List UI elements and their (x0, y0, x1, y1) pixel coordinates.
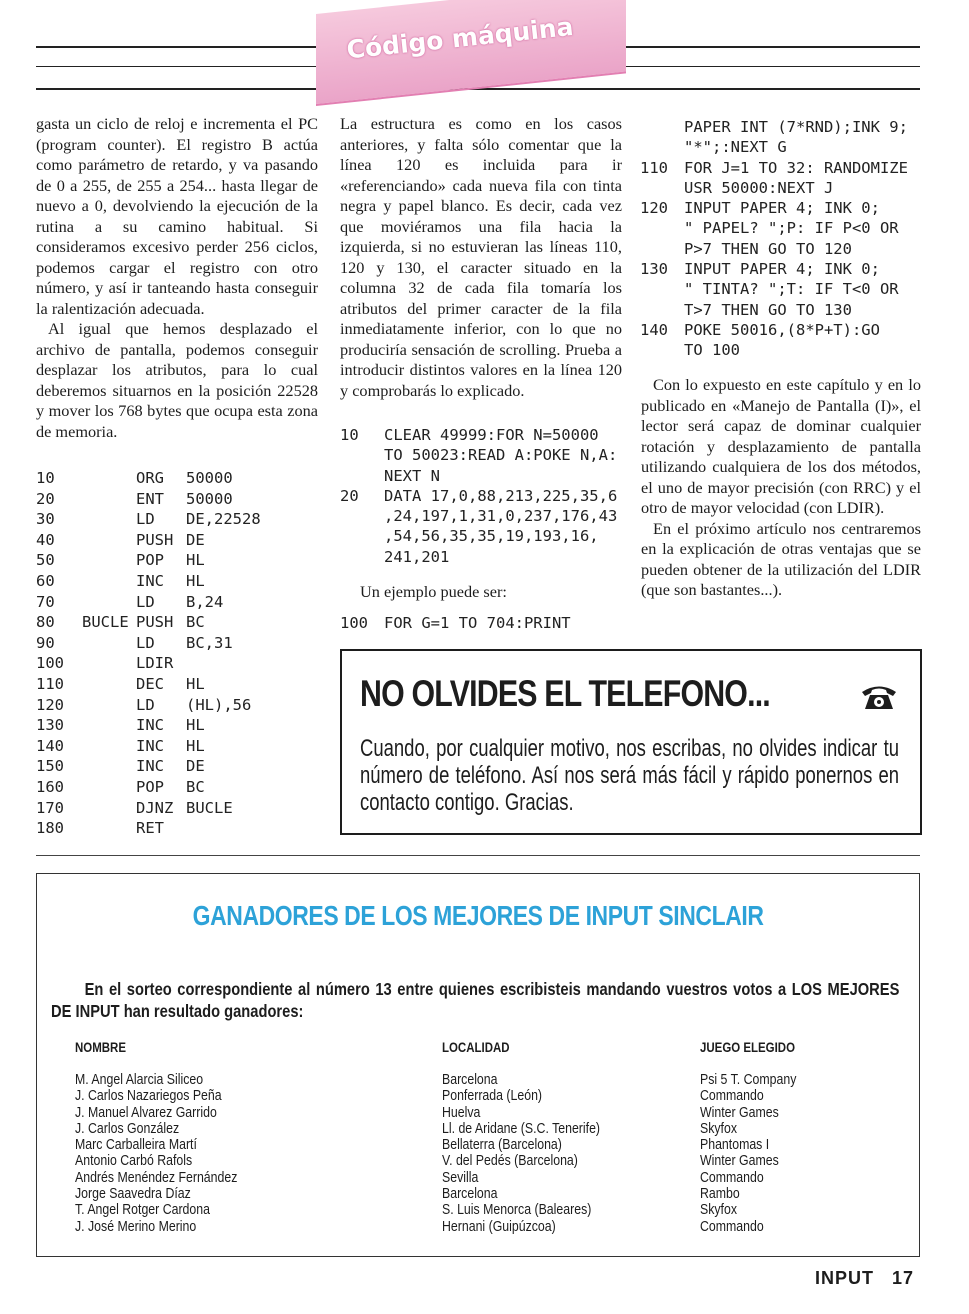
code-text: FOR J=1 TO 32: RANDOMIZE USR 50000:NEXT J (684, 158, 908, 197)
code-line (640, 320, 930, 361)
header-game: JUEGO ELEGIDO (700, 1040, 796, 1055)
code-line (36, 592, 316, 613)
code-text: CLEAR 49999:FOR N=50000 TO 50023:READ A:POKE N,A: NEXT N (384, 426, 618, 485)
code-line (36, 468, 316, 489)
line-number: 20 (340, 486, 359, 505)
operand: BC (186, 613, 205, 632)
winner-game: Winter Games (700, 1153, 779, 1170)
code-line (36, 715, 316, 736)
winner-name: Jorge Saavedra Díaz (75, 1186, 191, 1203)
winners-intro: En el sorteo correspondiente al número 13 entre quienes escribisteis mandando vuestros votos a LOS MEJORES DE INPUT han resultado ganadores: (51, 979, 900, 1021)
paragraph: La estructura es como en los casos anteriores, y falta sólo comentar que la línea 120 es incluida para ir «referenciando» cada nueva fila con tinta negra y papel blanco. Es decir, cada vez que moviéramos una fila hacia la izquierda, si no estuvieran las líneas 110, 120 y 130, el caracter situado en la columna 32 de cada fila tomaría los atributos del primer caracter de la fila inmediatamente inferior, con lo que no produciría sensación de scrolling. Prueba a introducir distintos valores en la línea 120 y comprobarás lo explicado. (340, 114, 622, 400)
code-line (36, 695, 316, 716)
code-line (340, 425, 630, 486)
code-text: PAPER INT (7*RND);INK 9; "*";:NEXT G (684, 118, 908, 157)
line-number: 40 (36, 530, 55, 549)
assembly-listing (36, 468, 316, 839)
winner-place: Sevilla (442, 1169, 479, 1186)
line-number: 80 (36, 613, 55, 632)
code-line (36, 736, 316, 757)
code-line (36, 550, 316, 571)
code-line (36, 756, 316, 777)
line-number: 30 (36, 510, 55, 529)
header-place: LOCALIDAD (442, 1040, 510, 1055)
phone-notice-body: Cuando, por cualquier motivo, nos escribas, no olvides indicar tu número de teléfono. Así nos será más fácil y rápido ponernos en contacto contigo. Gracias. (360, 735, 899, 816)
line-number: 100 (340, 614, 368, 632)
phone-notice-title: NO OLVIDES EL TELEFONO... (360, 673, 770, 714)
line-number: 120 (36, 695, 64, 714)
code-line (36, 777, 316, 798)
code-line (340, 486, 630, 567)
opcode: ENT (136, 489, 164, 508)
winner-name: J. José Merino Merino (75, 1218, 197, 1235)
code-line (36, 653, 316, 674)
opcode: INC (136, 571, 164, 590)
divider (36, 855, 920, 856)
operand: HL (186, 716, 205, 735)
paragraph: Al igual que hemos desplazado el archivo de pantalla, podemos conseguir desplazar los atributos, para lo cual deberemos situarnos en la posición 22528 y mover los 768 bytes que ocupa esta zona de memoria. (36, 319, 318, 441)
operand: 50000 (186, 489, 233, 508)
operand: 50000 (186, 469, 233, 487)
telephone-icon (860, 683, 898, 711)
line-number: 110 (36, 674, 64, 693)
basic-listing-2 (640, 117, 930, 361)
winners-box (36, 873, 920, 1257)
winner-place: Huelva (442, 1104, 481, 1121)
opcode: LD (136, 695, 155, 714)
line-number: 180 (36, 819, 64, 838)
winner-game: Commando (700, 1088, 764, 1105)
operand: HL (186, 736, 205, 755)
line-number: 120 (640, 199, 668, 218)
code-line (36, 489, 316, 510)
opcode: ORG (136, 469, 164, 487)
column-2-text (340, 114, 622, 401)
winner-place: Ll. de Aridane (S.C. Tenerife) (442, 1120, 601, 1137)
code-line (36, 612, 316, 633)
code-line (36, 818, 316, 839)
basic-listing-2-start (340, 613, 630, 633)
code-label: BUCLE (82, 613, 129, 632)
code-text: INPUT PAPER 4; INK 0; " TINTA? ";T: IF T<0 OR T>7 THEN GO TO 130 (684, 260, 899, 319)
winner-name: M. Angel Alarcia Siliceo (75, 1072, 204, 1088)
line-number: 70 (36, 592, 55, 611)
operand: HL (186, 571, 205, 590)
operand: (HL),56 (186, 695, 252, 714)
winner-place: S. Luis Menorca (Baleares) (442, 1202, 592, 1219)
code-line (640, 117, 930, 158)
line-number: 90 (36, 633, 55, 652)
code-text: INPUT PAPER 4; INK 0; " PAPEL? ";P: IF P<0 OR P>7 THEN GO TO 120 (684, 199, 899, 258)
winner-game: Phantomas I (700, 1137, 770, 1154)
code-text: POKE 50016,(8*P+T):GO TO 100 (684, 320, 880, 360)
column-3-text (641, 375, 921, 601)
operand: DE (186, 757, 205, 776)
opcode: LDIR (136, 654, 174, 673)
line-number: 140 (36, 736, 64, 755)
winners-places (442, 1072, 600, 1235)
operand: DE,22528 (186, 510, 261, 529)
line-number: 150 (36, 757, 64, 776)
line-number: 110 (640, 158, 668, 177)
winner-place: Hernani (Guipúzcoa) (442, 1218, 556, 1235)
code-line (640, 158, 930, 199)
line-number: 20 (36, 489, 55, 508)
operand: DE (186, 530, 205, 549)
opcode: POP (136, 551, 164, 570)
operand: B,24 (186, 592, 224, 611)
line-number: 10 (340, 426, 359, 444)
winner-game: Rambo (700, 1186, 740, 1203)
header-name: NOMBRE (75, 1040, 126, 1055)
winner-name: Marc Carballeira Martí (75, 1137, 197, 1154)
paragraph: gasta un ciclo de reloj e incrementa el PC (program counter). El registro B actúa como parámetro de retardo, y va pasando de 0 a 255, de 255 a 254... hasta llegar de nuevo a 0, devolviendo la ejecución de la rutina a su camino habitual. Si consideramos excesivo perder 256 ciclos, podemos cargar el registro con otro número, y así ir tanteando hasta conseguir la ralentización adecuada. (36, 114, 318, 318)
phone-notice-box (340, 649, 922, 835)
code-line (36, 530, 316, 551)
page-footer (815, 1268, 914, 1289)
winner-name: J. Carlos Nazariegos Peña (75, 1088, 222, 1105)
winner-game: Commando (700, 1218, 764, 1235)
page-number: 17 (892, 1268, 915, 1288)
code-line (36, 633, 316, 654)
paragraph: Con lo expuesto en este capítulo y en lo publicado en «Manejo de Pantalla (I)», el lector será capaz de dominar cualquier rotación y desplazamiento de pantalla utilizando cualquiera de los dos métodos, el uno de mayor precisión (con RRC) y el otro de mayor velocidad (con LDIR). (641, 375, 921, 517)
code-line (640, 198, 930, 259)
winner-game: Commando (700, 1169, 764, 1186)
winner-place: Ponferrada (León) (442, 1088, 543, 1105)
winner-game: Skyfox (700, 1120, 737, 1137)
winner-place: Bellaterra (Barcelona) (442, 1137, 562, 1154)
winner-game: Skyfox (700, 1202, 737, 1219)
operand: HL (186, 674, 205, 693)
winner-place: Barcelona (442, 1186, 498, 1203)
column-1-text (36, 114, 318, 442)
line-number: 10 (36, 469, 55, 487)
code-line: FOR G=1 TO 704:PRINT (384, 614, 571, 632)
winner-place: Barcelona (442, 1072, 498, 1088)
opcode: INC (136, 736, 164, 755)
winners-title: GANADORES DE LOS MEJORES DE INPUT SINCLAIR (192, 900, 764, 931)
opcode: DEC (136, 674, 164, 693)
winner-game: Psi 5 T. Company (700, 1072, 797, 1088)
line-number: 130 (36, 716, 64, 735)
opcode: RET (136, 819, 164, 838)
operand: BC (186, 777, 205, 796)
line-number: 170 (36, 798, 64, 817)
operand: BC,31 (186, 633, 233, 652)
line-number: 130 (640, 260, 668, 279)
operand: HL (186, 551, 205, 570)
winner-name: Antonio Carbó Rafols (75, 1153, 193, 1170)
winner-place: V. del Pedés (Barcelona) (442, 1153, 578, 1170)
line-number: 60 (36, 571, 55, 590)
operand: BUCLE (186, 798, 233, 817)
magazine-name: INPUT (815, 1268, 874, 1288)
opcode: PUSH (136, 613, 174, 632)
code-line (36, 674, 316, 695)
code-line (36, 571, 316, 592)
opcode: LD (136, 633, 155, 652)
line-number: 50 (36, 551, 55, 570)
winner-name: T. Angel Rotger Cardona (75, 1202, 210, 1219)
winner-game: Winter Games (700, 1104, 779, 1121)
code-line (36, 509, 316, 530)
opcode: LD (136, 510, 155, 529)
opcode: LD (136, 592, 155, 611)
example-label: Un ejemplo puede ser: (360, 582, 507, 601)
basic-listing-1 (340, 425, 630, 567)
code-text: DATA 17,0,88,213,225,35,6 ,24,197,1,31,0,237,176,43 ,54,56,35,35,19,193,16, 241,201 (384, 486, 618, 566)
winner-name: Andrés Menéndez Fernández (75, 1169, 238, 1186)
opcode: PUSH (136, 530, 174, 549)
line-number: 160 (36, 777, 64, 796)
winners-names (75, 1072, 237, 1235)
section-title: Código máquina (345, 11, 575, 65)
winner-name: J. Carlos González (75, 1120, 180, 1137)
opcode: INC (136, 757, 164, 776)
code-line (640, 259, 930, 320)
winners-games (700, 1072, 796, 1235)
code-line (36, 798, 316, 819)
paragraph: En el próximo artículo nos centraremos en la explicación de otras ventajas que se pueden obtener de la utilización del LDIR (que son bastantes...). (641, 518, 921, 599)
opcode: DJNZ (136, 798, 174, 817)
opcode: INC (136, 716, 164, 735)
line-number: 100 (36, 654, 64, 673)
winner-name: J. Manuel Alvarez Garrido (75, 1104, 217, 1121)
opcode: POP (136, 777, 164, 796)
line-number: 140 (640, 320, 668, 339)
